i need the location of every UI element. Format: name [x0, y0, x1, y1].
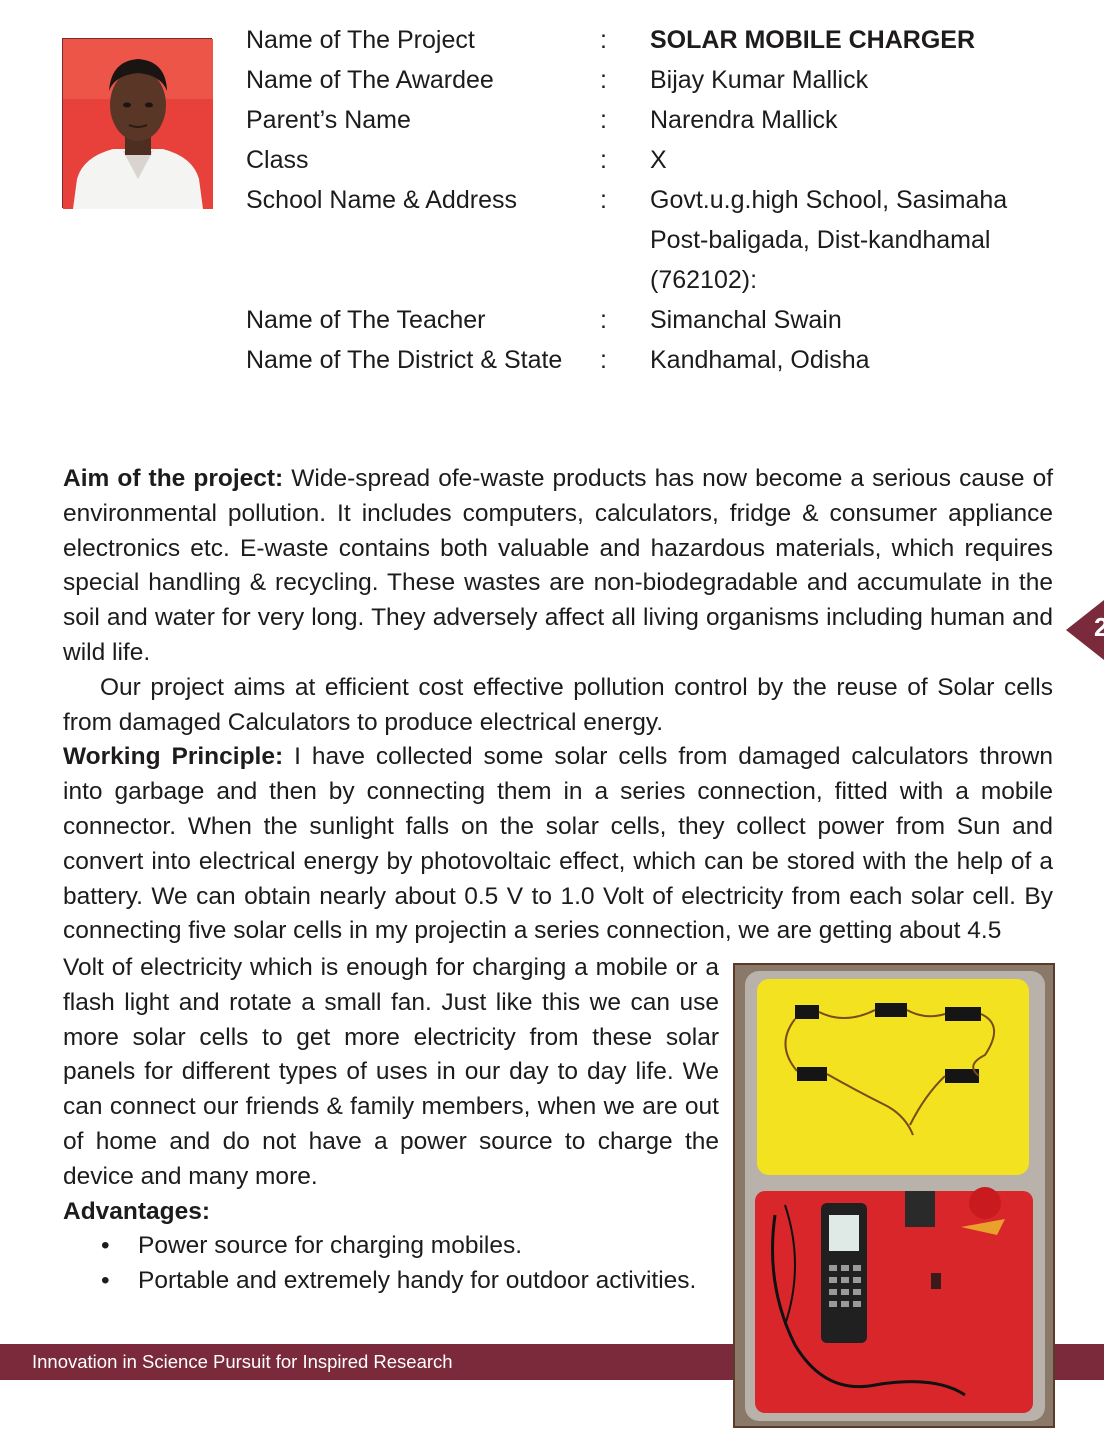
info-colon: :	[600, 146, 607, 174]
aim-paragraph-2: Our project aims at efficient cost effective pollution control by the reuse of Solar cells from damaged Calculators to produce electrical energy.	[63, 673, 1053, 736]
aim-paragraph	[63, 462, 1053, 671]
working-paragraph	[63, 740, 1053, 949]
info-colon: :	[600, 66, 607, 94]
info-label: Name of The District & State	[246, 346, 563, 374]
aim-text: Wide-spread ofe-waste products has now become a serious cause of environmental pollution. It includes computers, calculators, fridge & consumer appliance electronics etc. E-waste contains both valuable and hazardous materials, which requires special handling & recycling. These wastes are non-biodegradable and accumulate in the soil and water for very long. They adversely affect all living organisms including human and wild life.	[63, 465, 1054, 666]
project-name: SOLAR MOBILE CHARGER	[650, 26, 975, 54]
advantages-heading: Advantages:	[63, 1197, 211, 1225]
awardee-photo	[62, 38, 212, 208]
info-colon: :	[600, 346, 607, 374]
awardee-name: Bijay Kumar Mallick	[650, 66, 869, 94]
info-colon: :	[600, 26, 607, 54]
teacher-name: Simanchal Swain	[650, 306, 842, 334]
bullet-icon: •	[101, 1232, 110, 1260]
working-continued: Volt of electricity which is enough for charging a mobile or a flash light and rotate a small fan. Just like this we can use more solar cells to get more electricity from these solar panels for different types of uses in our day to day life. We can connect our friends & family members, when we are out of home and do not have a power source to charge the device and many more.	[63, 954, 719, 1190]
info-colon: :	[600, 186, 607, 214]
page-number: 2	[1094, 612, 1108, 642]
advantage-text: Power source for charging mobiles.	[138, 1232, 523, 1260]
project-description	[63, 462, 1053, 949]
wrapped-text-block	[63, 951, 719, 1299]
school-address-line1: Govt.u.g.high School, Sasimaha	[650, 186, 1008, 214]
solar-charger-image	[735, 965, 1053, 1426]
parent-name: Narendra Mallick	[650, 106, 838, 134]
district-state: Kandhamal, Odisha	[650, 346, 870, 374]
class-value: X	[650, 146, 667, 174]
info-label: Class	[246, 146, 309, 174]
info-colon: :	[600, 106, 607, 134]
info-label: Name of The Awardee	[246, 66, 494, 94]
info-label: Parent’s Name	[246, 106, 411, 134]
solar-charger-photo	[733, 963, 1055, 1428]
info-label: Name of The Project	[246, 26, 475, 54]
advantage-text: Portable and extremely handy for outdoor activities.	[138, 1267, 697, 1295]
footer-text: Innovation in Science Pursuit for Inspired Research	[32, 1351, 453, 1372]
info-colon: :	[600, 306, 607, 334]
working-heading: Working Principle:	[63, 743, 284, 771]
list-item	[63, 1264, 719, 1299]
list-item	[63, 1229, 719, 1264]
advantages-list	[63, 1229, 719, 1299]
info-label: Name of The Teacher	[246, 306, 486, 334]
portrait-image	[63, 39, 213, 209]
bullet-icon: •	[101, 1267, 110, 1295]
aim-heading: Aim of the project:	[63, 465, 284, 492]
school-address-line3: (762102):	[650, 266, 758, 294]
working-text: I have collected some solar cells from damaged calculators thrown into garbage and then by connecting them in a series connection, fitted with a mobile connector. When the sunlight falls on the solar cells, they collect power from Sun and convert into electrical energy by photovoltaic effect, which can be stored with the help of a battery. We can obtain nearly about 0.5 V to 1.0 Volt of electricity from each solar cell. By connecting five solar cells in my projectin a series connection, we are getting about 4.5	[63, 743, 1053, 945]
school-address-line2: Post-baligada, Dist-kandhamal	[650, 226, 991, 254]
info-label: School Name & Address	[246, 186, 517, 214]
